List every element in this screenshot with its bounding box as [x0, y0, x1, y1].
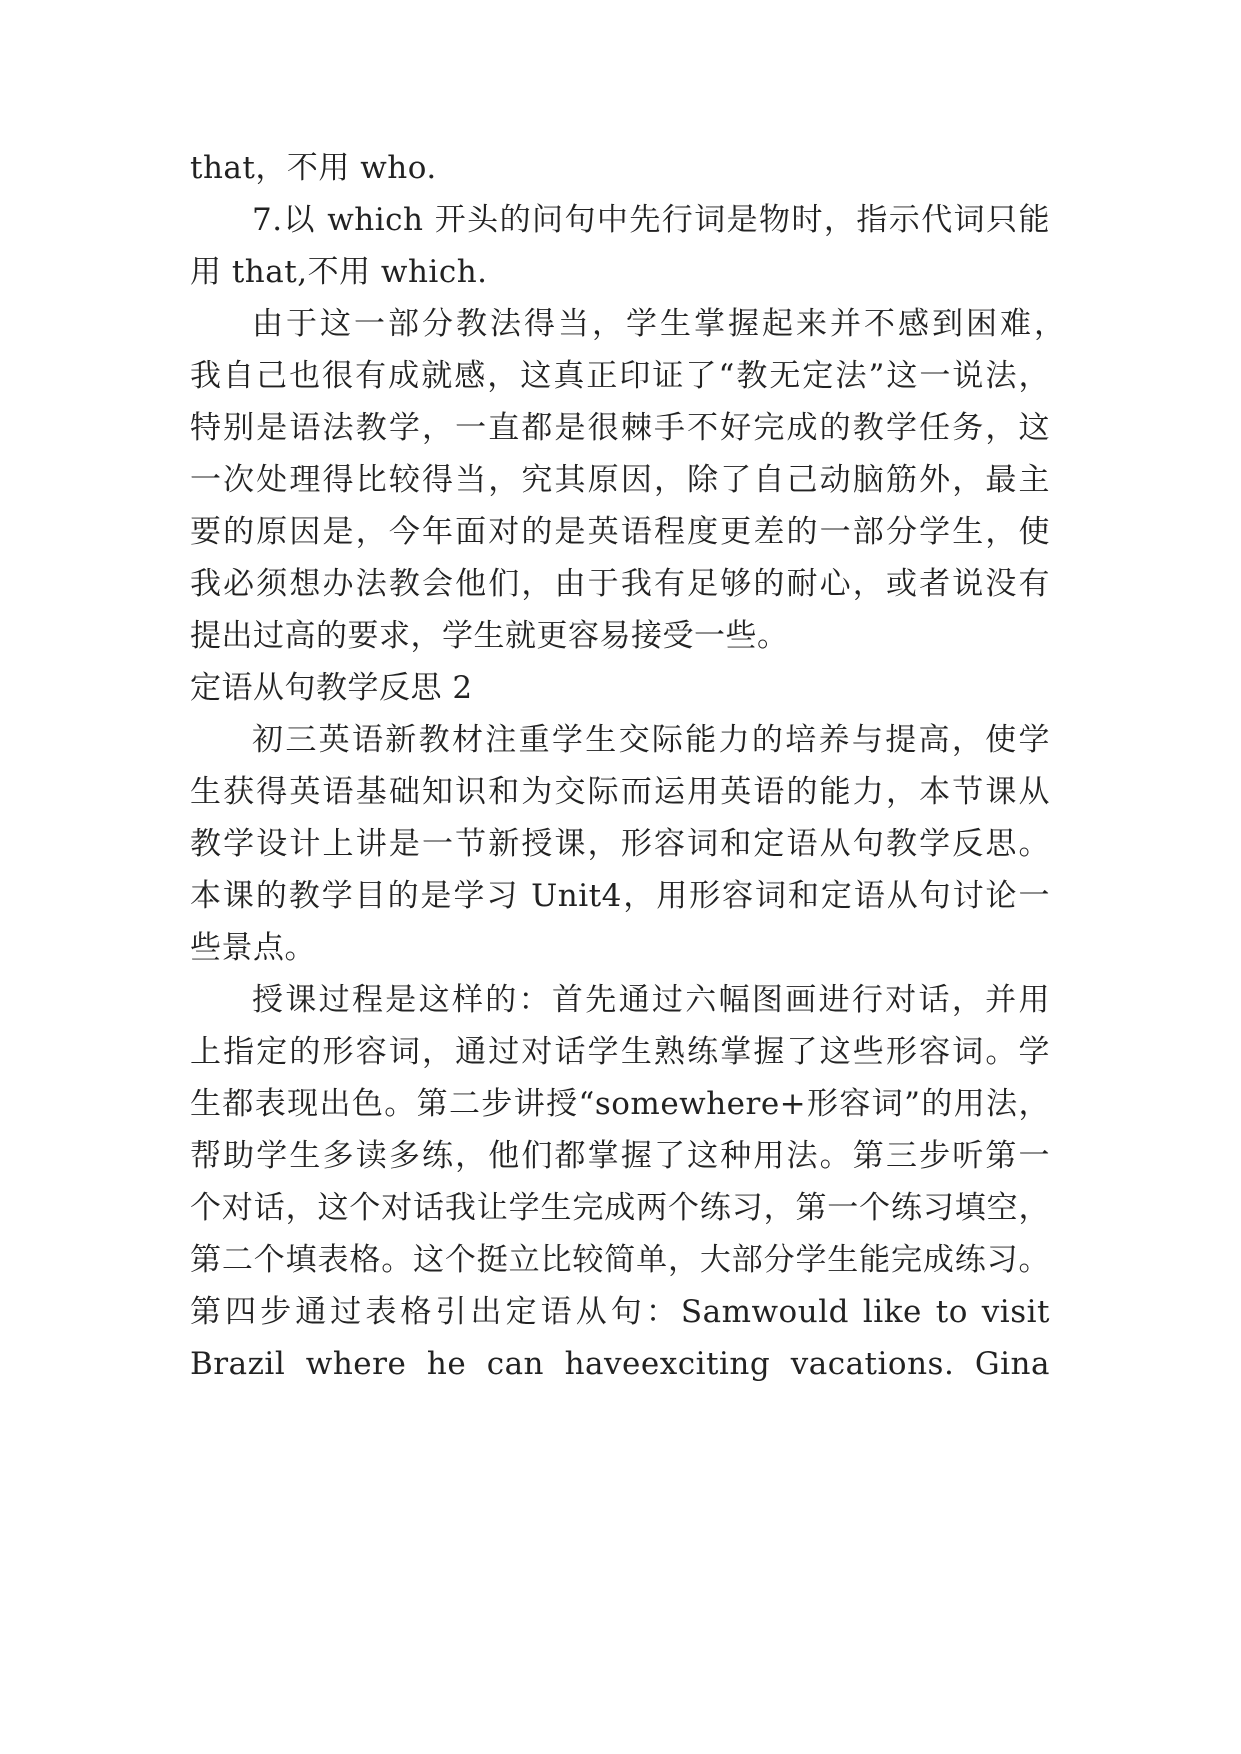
text-line-4: 由于这一部分教法得当，学生掌握起来并不感到困难，: [252, 306, 1068, 342]
text-line-24: Brazil where he can haveexciting vacations. Gina: [190, 1346, 1050, 1382]
text-line-15: 本课的教学目的是学习 Unit4，用形容词和定语从句讨论一: [190, 878, 1050, 914]
text-line-9: 我必须想办法教会他们，由于我有足够的耐心，或者说没有: [190, 566, 1050, 602]
text-line-16: 些景点。: [190, 930, 316, 966]
text-line-21: 个对话，这个对话我让学生完成两个练习，第一个练习填空，: [190, 1190, 1050, 1226]
text-line-5: 我自己也很有成就感，这真正印证了“教无定法”这一说法，: [190, 358, 1050, 394]
text-line-1: that，不用 who.: [190, 150, 437, 186]
text-line-18: 上指定的形容词，通过对话学生熟练掌握了这些形容词。学: [190, 1034, 1050, 1070]
text-line-23: 第四步通过表格引出定语从句：Samwould like to visit: [190, 1294, 1050, 1330]
text-line-22: 第二个填表格。这个挺立比较简单，大部分学生能完成练习。: [190, 1242, 1050, 1278]
text-line-20: 帮助学生多读多练，他们都掌握了这种用法。第三步听第一: [190, 1138, 1050, 1174]
text-line-12: 初三英语新教材注重学生交际能力的培养与提高，使学: [252, 722, 1050, 758]
text-line-14: 教学设计上讲是一节新授课，形容词和定语从句教学反思。: [190, 826, 1050, 862]
text-line-10: 提出过高的要求，学生就更容易接受一些。: [190, 618, 789, 654]
text-line-17: 授课过程是这样的：首先通过六幅图画进行对话，并用: [252, 982, 1050, 1018]
text-line-8: 要的原因是，今年面对的是英语程度更差的一部分学生，使: [190, 514, 1050, 550]
text-line-7: 一次处理得比较得当，究其原因，除了自己动脑筋外，最主: [190, 462, 1050, 498]
text-line-13: 生获得英语基础知识和为交际而运用英语的能力，本节课从: [190, 774, 1050, 810]
text-line-3: 用 that,不用 which.: [190, 254, 488, 290]
text-line-19: 生都表现出色。第二步讲授“somewhere+形容词”的用法，: [190, 1086, 1050, 1122]
section-heading: 定语从句教学反思 2: [190, 670, 473, 706]
text-line-2: 7.以 which 开头的问句中先行词是物时，指示代词只能: [252, 202, 1050, 238]
text-line-6: 特别是语法教学，一直都是很棘手不好完成的教学任务，这: [190, 410, 1050, 446]
